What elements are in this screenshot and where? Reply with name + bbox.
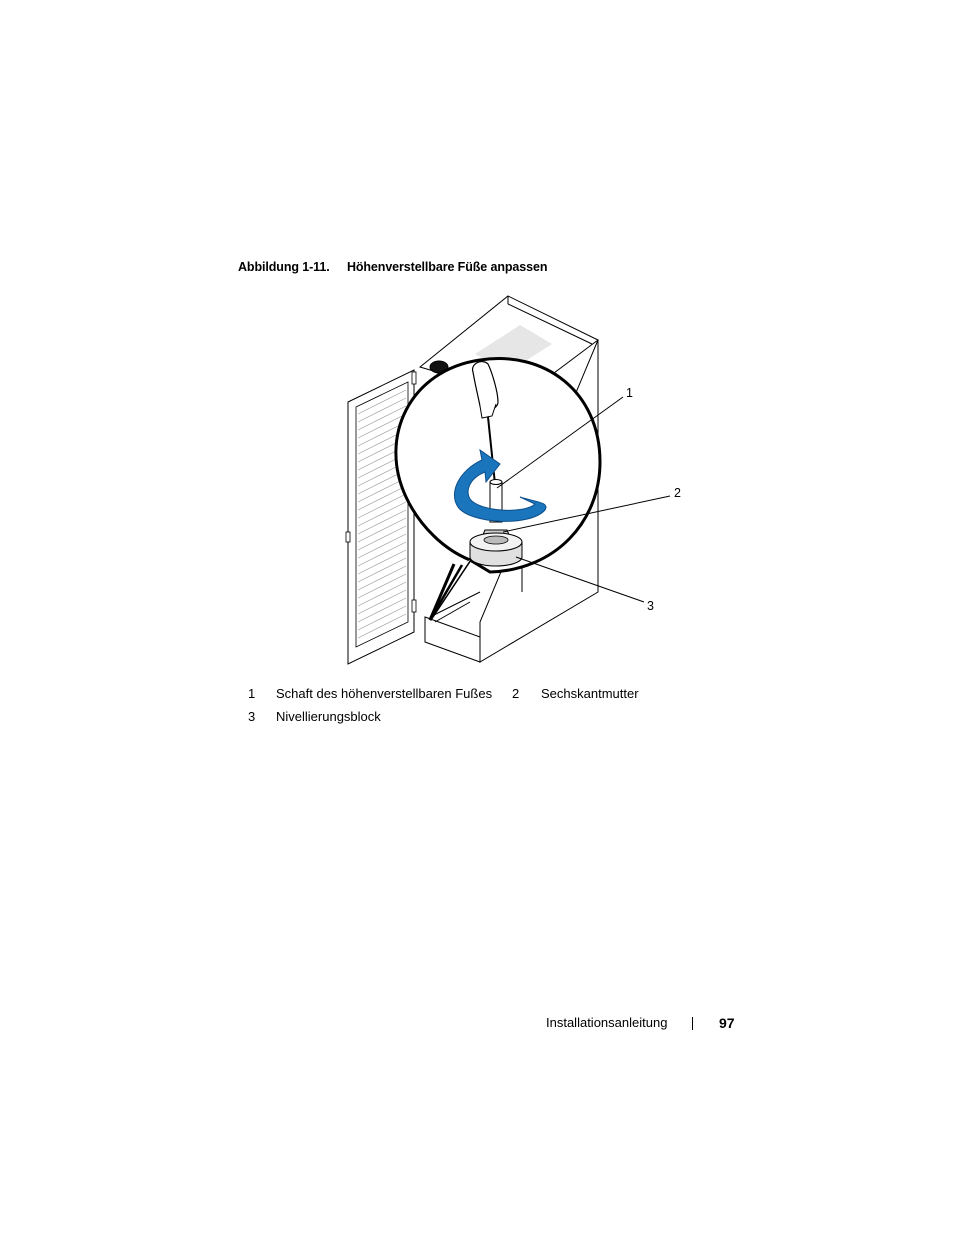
legend-num-3: 3: [248, 709, 256, 724]
legend-label-2: Sechskantmutter: [541, 686, 639, 701]
footer-doc-title: Installationsanleitung: [546, 1015, 668, 1030]
callout-2: 2: [674, 486, 681, 500]
footer-separator: [692, 1017, 693, 1030]
callout-3: 3: [647, 599, 654, 613]
legend-label-3: Nivellierungsblock: [276, 709, 381, 724]
page-number: 97: [719, 1015, 735, 1031]
figure-title: Höhenverstellbare Füße anpassen: [346, 260, 548, 274]
rack-leveling-feet-illustration: [330, 292, 700, 672]
legend-label-1: Schaft des höhenverstellbaren Fußes: [276, 686, 493, 701]
figure-caption: [238, 260, 547, 274]
legend-num-2: 2: [512, 686, 520, 701]
legend-num-1: 1: [248, 686, 256, 701]
callout-1: 1: [626, 386, 633, 400]
figure-number: Abbildung 1-11.: [238, 260, 330, 274]
